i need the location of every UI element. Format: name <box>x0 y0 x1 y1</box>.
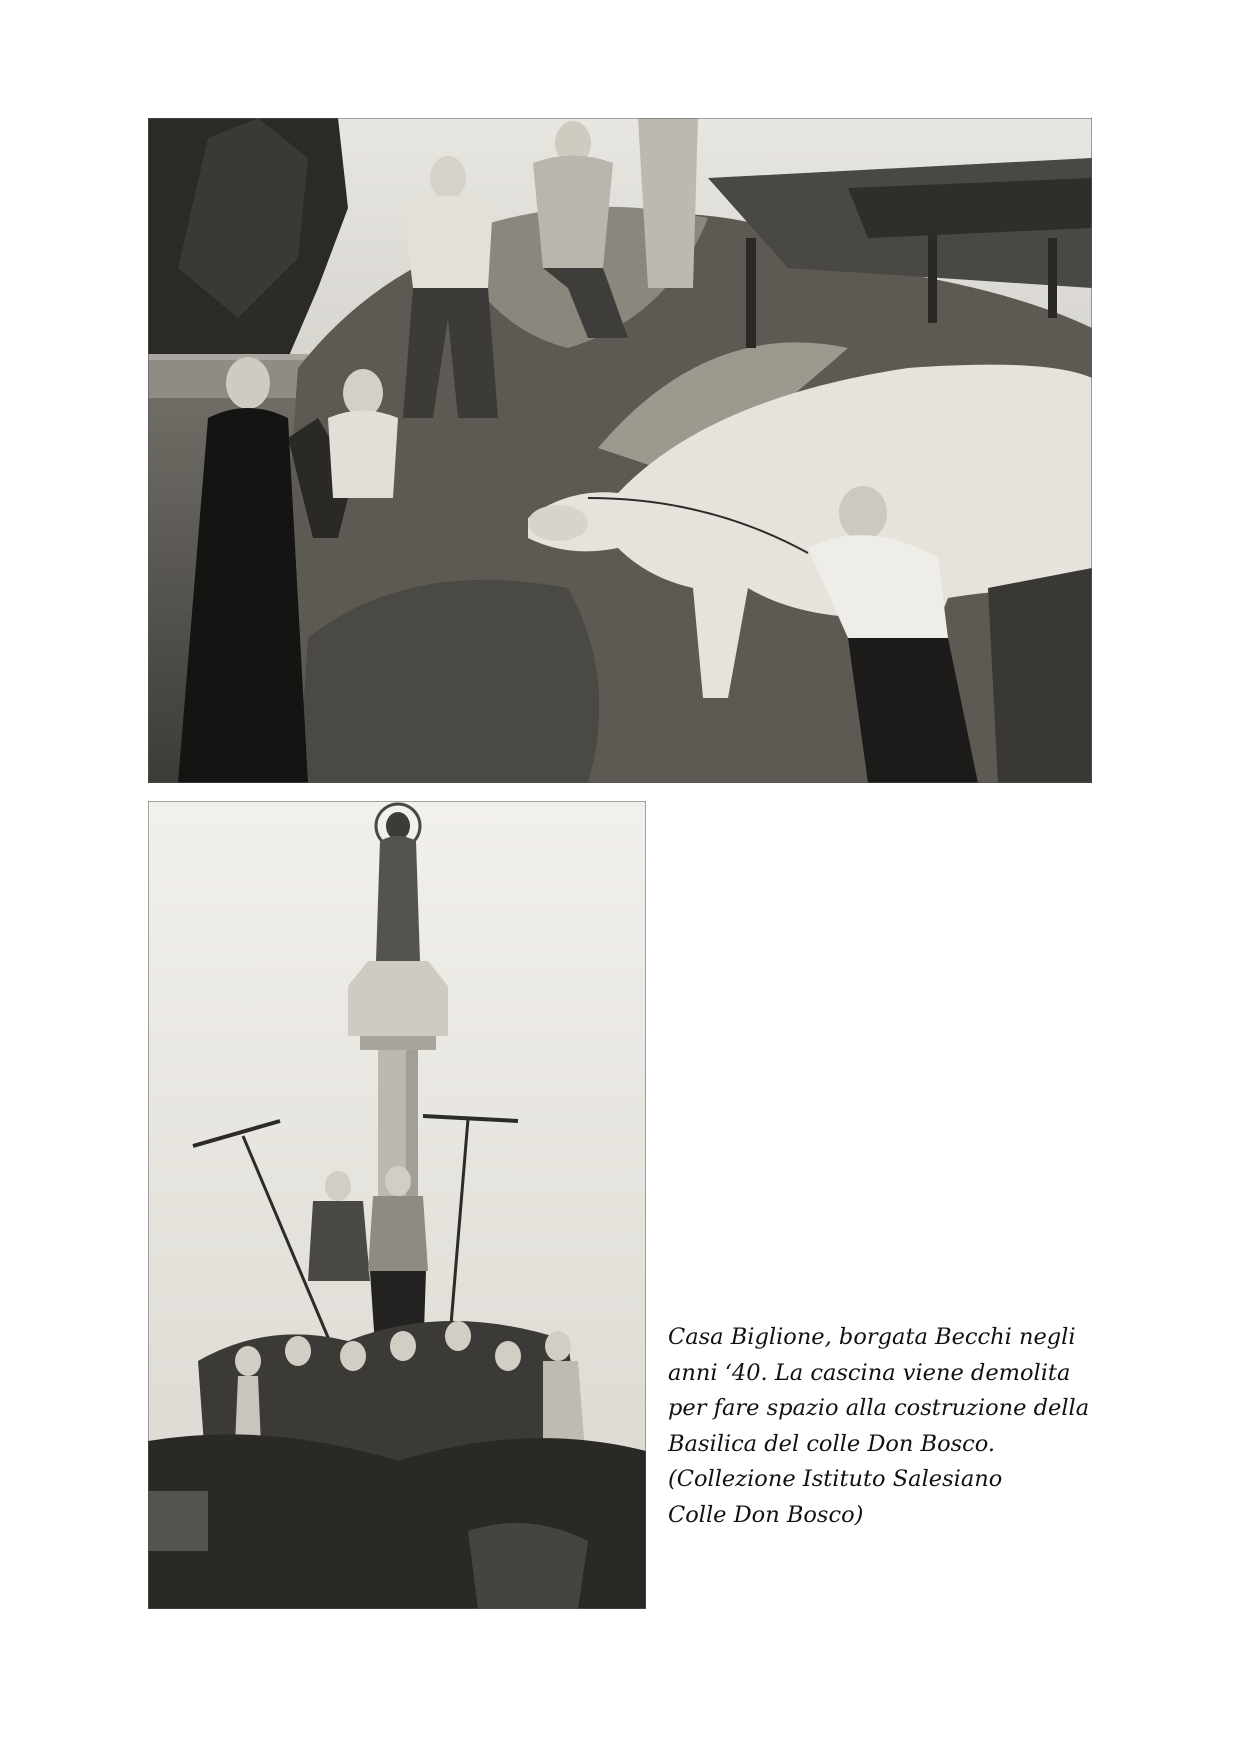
caption-line: per fare spazio alla costruzione della <box>668 1395 1090 1421</box>
statue-group-photo-image <box>148 801 646 1609</box>
farm-demolition-photo <box>148 118 1092 783</box>
caption-line: Casa Biglione, borgata Becchi negli <box>668 1324 1076 1350</box>
caption-line: anni ‘40. La cascina viene demolita <box>668 1359 1071 1386</box>
photo-caption <box>668 1320 1108 1533</box>
statue-group-photo <box>148 801 646 1609</box>
caption-line: Basilica del colle Don Bosco. <box>668 1430 996 1457</box>
caption-line: Colle Don Bosco) <box>668 1501 864 1528</box>
farm-demolition-photo-image <box>148 118 1092 783</box>
caption-line: (Collezione Istituto Salesiano <box>668 1466 1003 1492</box>
